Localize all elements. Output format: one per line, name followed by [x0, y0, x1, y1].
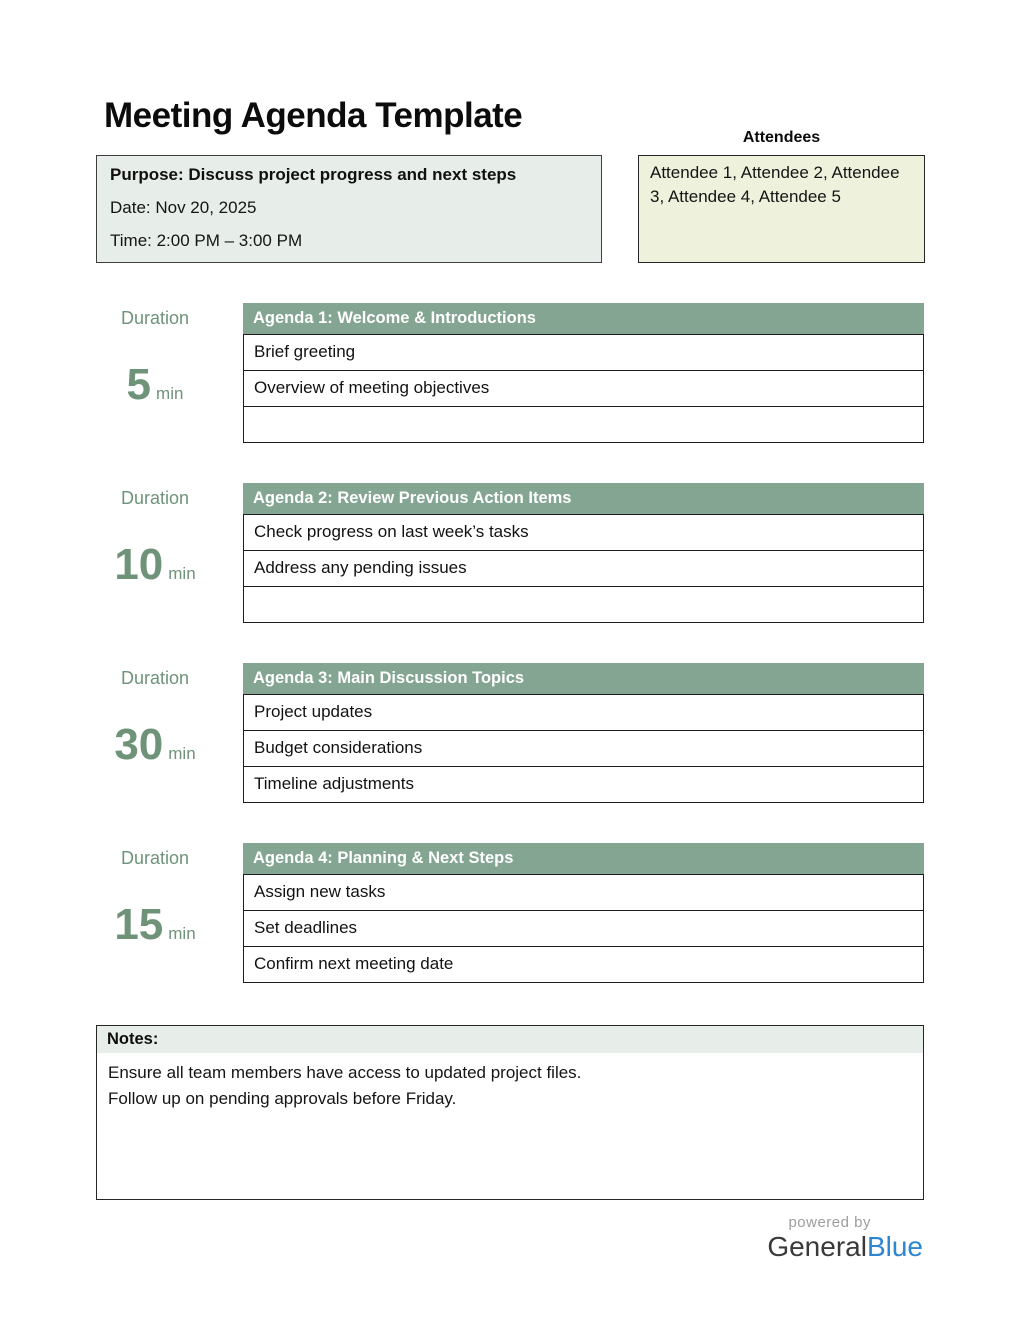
agenda-item-row: Overview of meeting objectives	[243, 371, 924, 407]
agenda-table	[243, 483, 924, 623]
duration-value-group	[96, 360, 214, 409]
brand-general-text: General	[767, 1231, 867, 1262]
notes-heading: Notes:	[96, 1025, 924, 1054]
duration-column	[96, 303, 214, 442]
general-blue-logo	[767, 1231, 923, 1263]
duration-unit: min	[168, 924, 196, 943]
agenda-item-row	[243, 407, 924, 443]
duration-unit: min	[168, 564, 196, 583]
agenda-item-row	[243, 587, 924, 623]
agenda-table-header: Agenda 1: Welcome & Introductions	[243, 303, 924, 334]
duration-value-group	[96, 720, 214, 769]
agenda-item-row: Check progress on last week’s tasks	[243, 515, 924, 551]
agenda-table-header: Agenda 3: Main Discussion Topics	[243, 663, 924, 694]
attendees-heading: Attendees	[742, 129, 821, 146]
duration-value-group	[96, 900, 214, 949]
duration-minutes: 15	[114, 900, 164, 949]
meeting-info-box	[96, 155, 602, 263]
duration-unit: min	[156, 384, 184, 403]
duration-unit: min	[168, 744, 196, 763]
agenda-table	[243, 663, 924, 803]
duration-column	[96, 483, 214, 622]
agenda-table-rows	[243, 514, 924, 623]
footer-branding	[767, 1214, 923, 1263]
agenda-section	[96, 303, 924, 442]
agenda-section	[96, 663, 924, 802]
duration-label: Duration	[120, 668, 190, 688]
agenda-item-row: Project updates	[243, 695, 924, 731]
attendees-list: Attendee 1, Attendee 2, Attendee 3, Attendee 4, Attendee 5	[638, 155, 925, 263]
agenda-item-row: Budget considerations	[243, 731, 924, 767]
duration-minutes: 5	[126, 360, 152, 409]
agenda-item-row: Confirm next meeting date	[243, 947, 924, 983]
page-title: Meeting Agenda Template	[104, 96, 523, 135]
agenda-item-row: Set deadlines	[243, 911, 924, 947]
duration-minutes: 30	[114, 720, 164, 769]
agenda-table-header: Agenda 4: Planning & Next Steps	[243, 843, 924, 874]
agenda-table	[243, 843, 924, 983]
duration-label: Duration	[120, 488, 190, 508]
agenda-section	[96, 843, 924, 982]
agenda-sections	[96, 303, 924, 1023]
notes-line: Ensure all team members have access to updated project files.	[108, 1063, 582, 1082]
agenda-table	[243, 303, 924, 443]
agenda-section	[96, 483, 924, 622]
agenda-item-row: Brief greeting	[243, 335, 924, 371]
agenda-table-header: Agenda 2: Review Previous Action Items	[243, 483, 924, 514]
agenda-item-row: Address any pending issues	[243, 551, 924, 587]
duration-label: Duration	[120, 848, 190, 868]
notes-line: Follow up on pending approvals before Friday.	[108, 1088, 457, 1108]
agenda-table-rows	[243, 694, 924, 803]
agenda-item-row: Timeline adjustments	[243, 767, 924, 803]
agenda-table-rows	[243, 334, 924, 443]
meeting-date: Date: Nov 20, 2025	[110, 198, 257, 217]
notes-body	[96, 1053, 924, 1200]
agenda-table-rows	[243, 874, 924, 983]
duration-column	[96, 663, 214, 802]
duration-minutes: 10	[114, 540, 164, 589]
agenda-item-row: Assign new tasks	[243, 875, 924, 911]
duration-value-group	[96, 540, 214, 589]
meeting-time: Time: 2:00 PM – 3:00 PM	[110, 231, 303, 250]
duration-column	[96, 843, 214, 982]
meeting-purpose: Purpose: Discuss project progress and next steps	[110, 165, 517, 184]
duration-label: Duration	[120, 308, 190, 328]
brand-blue-text: Blue	[866, 1231, 923, 1262]
powered-by-text: powered by	[788, 1214, 871, 1231]
